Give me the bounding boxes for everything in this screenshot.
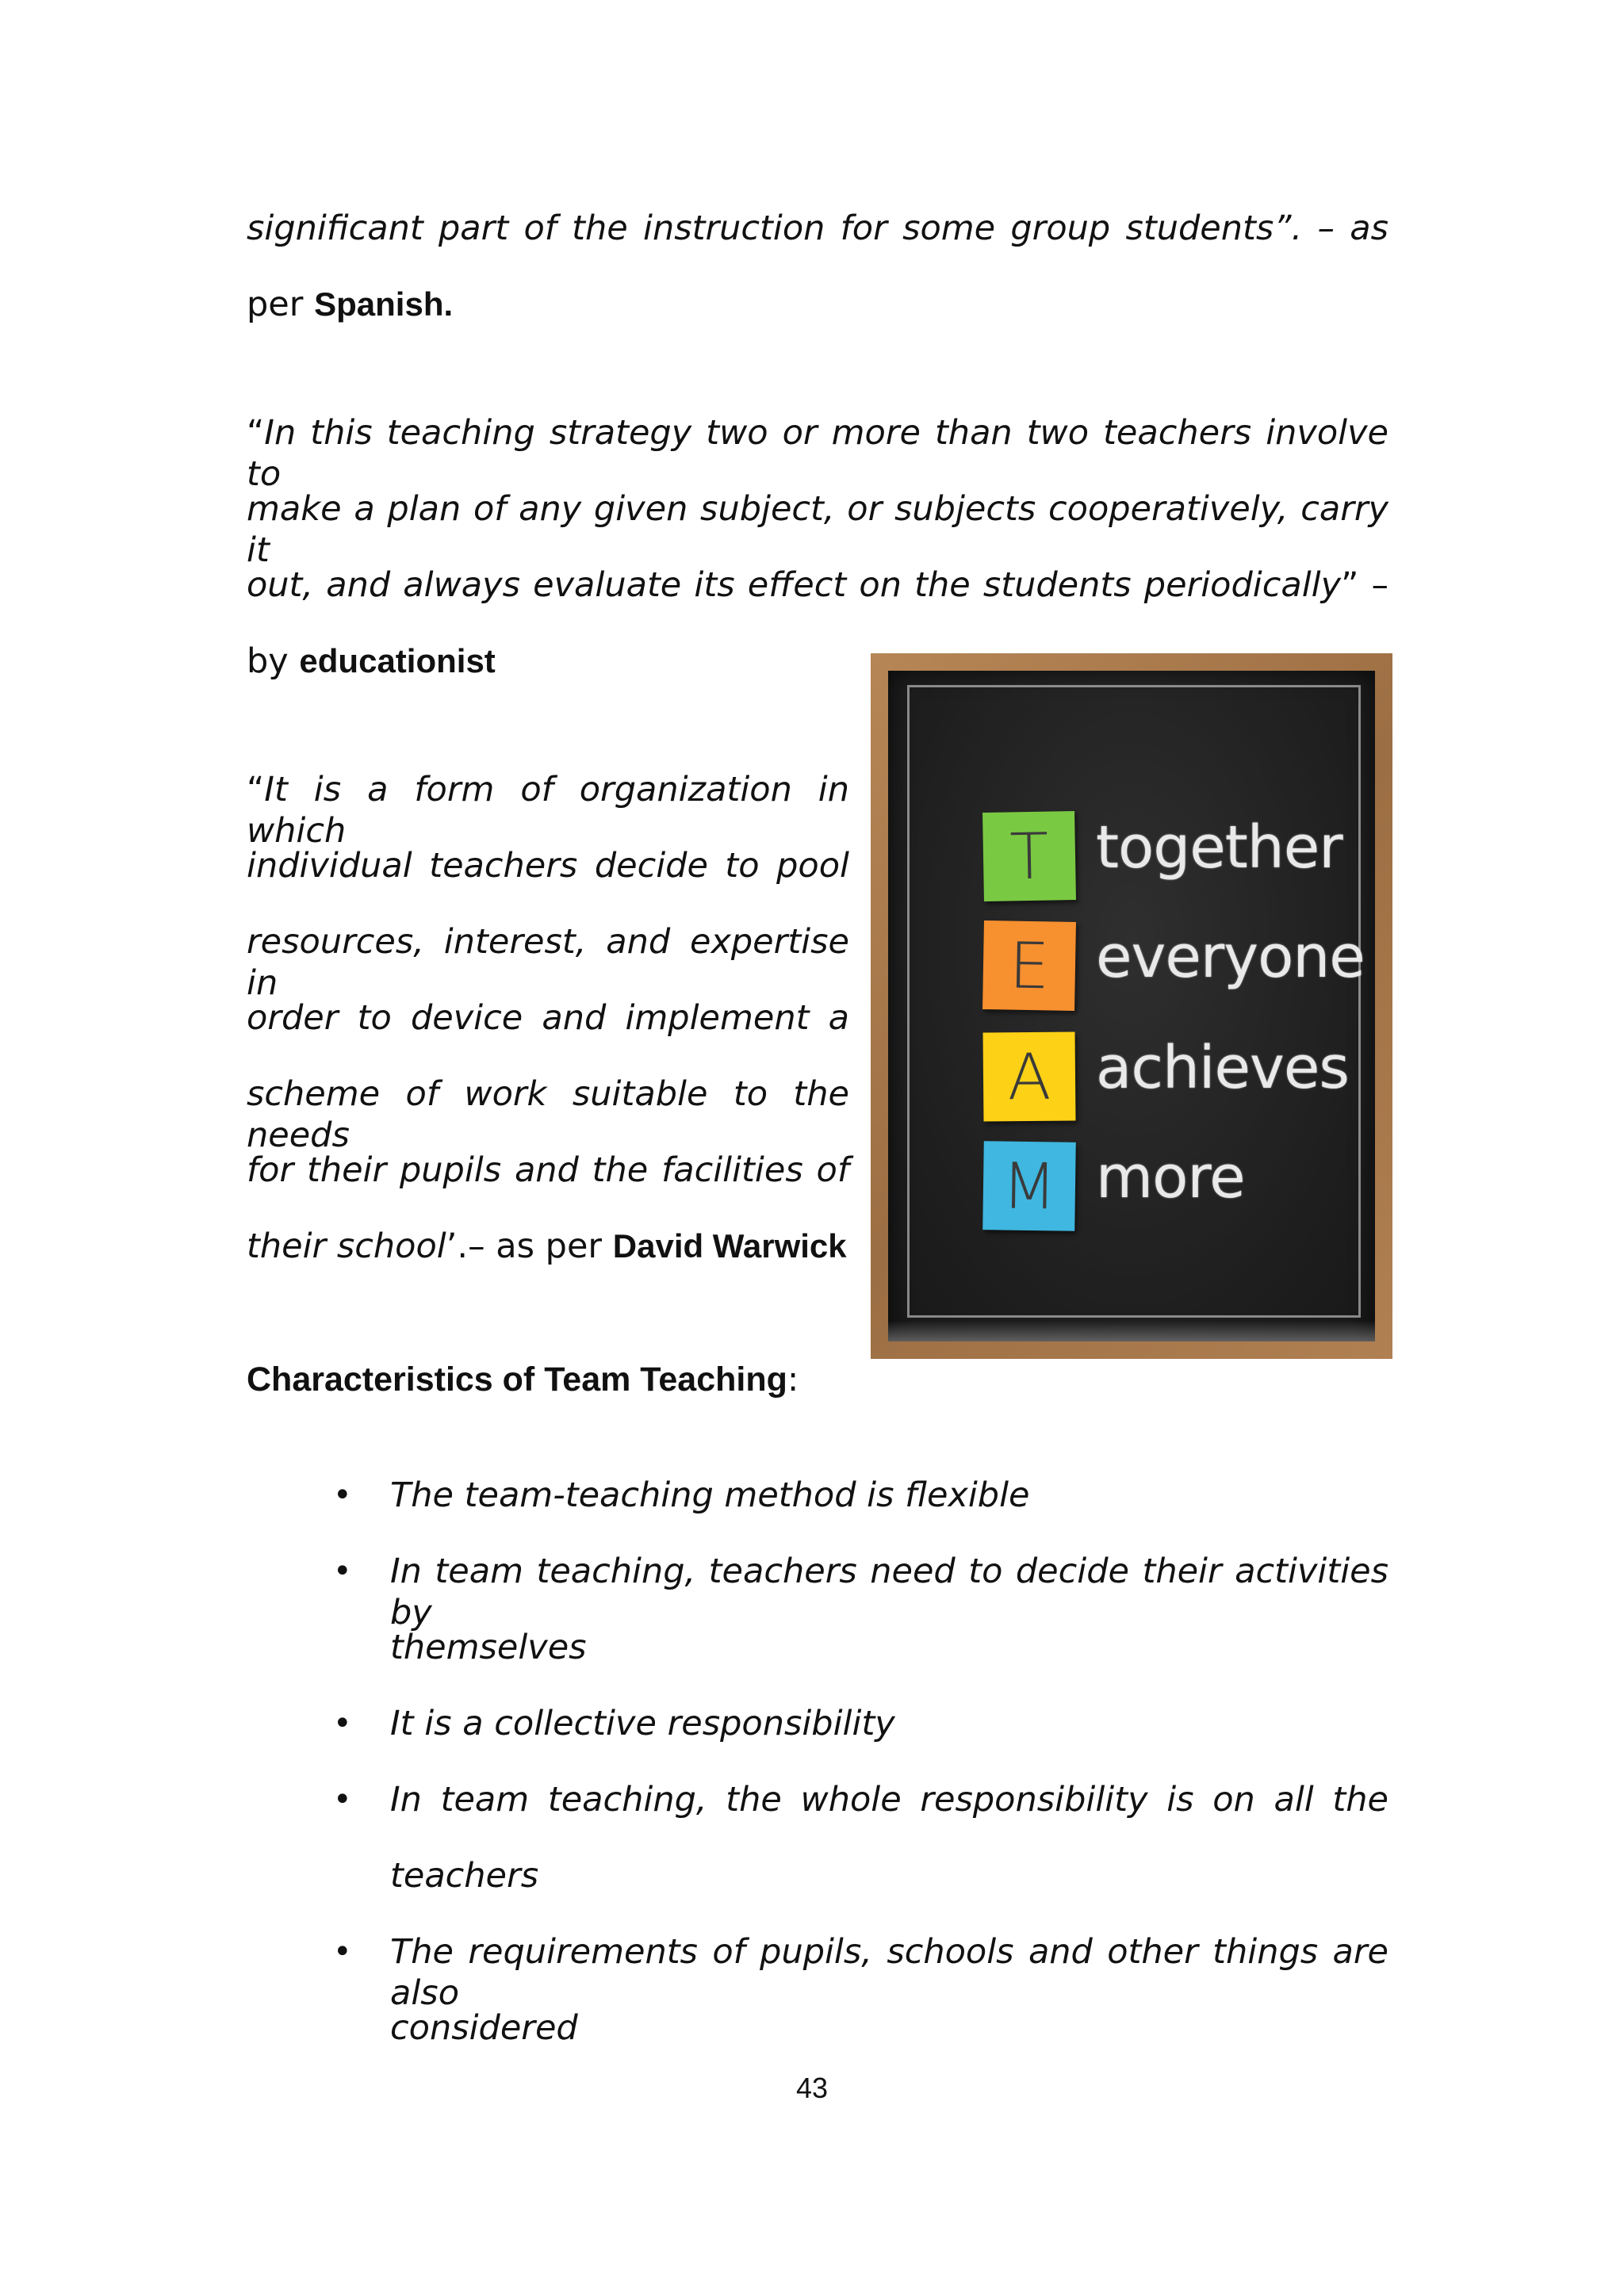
team-chalkboard-image (871, 653, 1392, 1359)
paragraph3-line5: scheme of work suitable to the needs (247, 1074, 849, 1155)
sticky-note-e: E (982, 920, 1076, 1011)
section-heading-colon: : (787, 1360, 799, 1399)
bullet-item-3: It is a collective responsibility (390, 1704, 895, 1743)
chalk-border (907, 685, 1361, 1318)
chalk-dust (888, 1321, 1375, 1341)
paragraph1-line1 (247, 208, 1388, 249)
bullet-marker-5: • (333, 1934, 352, 1970)
paragraph1-line2 (247, 284, 453, 325)
paragraph3-line7-text: their school (247, 1226, 446, 1266)
bullet-item-2-line2: themselves (390, 1628, 587, 1667)
page-number: 43 (795, 2072, 829, 2104)
sticky-note-m: M (982, 1141, 1076, 1231)
chalkboard (888, 671, 1375, 1341)
paragraph3-line6: for their pupils and the facilities of (247, 1150, 849, 1190)
author-spanish: Spanish. (314, 285, 454, 323)
bullet-item-5-line2: considered (390, 2008, 578, 2048)
paragraph2-line4 (247, 641, 496, 682)
paragraph3-line2: individual teachers decide to pool (247, 846, 849, 886)
paragraph1-line1-text: significant part of the instruction for some group students”. – as (247, 209, 1388, 248)
bullet-item-4-line1: In team teaching, the whole responsibility is on all the (390, 1780, 1388, 1820)
paragraph3-line3: resources, interest, and expertise in (247, 922, 849, 1003)
paragraph2-line4-prefix: by (247, 641, 300, 681)
paragraph2-line3-tail: ” – (1341, 565, 1389, 605)
paragraph2-line2: make a plan of any given subject, or subjects cooperatively, carry it (247, 489, 1388, 570)
sticky-note-a: A (983, 1031, 1076, 1121)
bullet-marker-4: • (333, 1781, 352, 1818)
paragraph3-line1 (247, 769, 849, 851)
paragraph3-line7-tail: ’.– as per (446, 1226, 613, 1266)
paragraph2-line1-text: In this teaching strategy two or more than two teachers involve to (247, 413, 1388, 494)
bullet-item-2-line1: In team teaching, teachers need to decide their activities by (390, 1552, 1388, 1632)
bullet-marker-2: • (333, 1553, 352, 1590)
chalk-word-together: together (1096, 813, 1342, 882)
sticky-note-t: T (982, 811, 1076, 901)
chalk-word-everyone: everyone (1096, 923, 1365, 991)
chalk-word-more: more (1096, 1143, 1245, 1211)
bullet-item-1: The team-teaching method is flexible (390, 1475, 1030, 1515)
paragraph2-line3 (247, 564, 1388, 606)
author-david-warwick: David Warwick (612, 1227, 847, 1265)
bullet-item-4-line2: teachers (390, 1856, 539, 1896)
paragraph2-line3-text: out, and always evaluate its effect on the students periodically (247, 565, 1342, 605)
bullet-marker-1: • (333, 1477, 352, 1513)
open-quote: “ (247, 770, 265, 809)
chalk-word-achieves: achieves (1096, 1034, 1349, 1102)
section-heading (247, 1359, 799, 1400)
paragraph2-line1 (247, 412, 1388, 495)
paragraph3-line1-text: It is a form of organization in which (247, 770, 849, 851)
author-educationist: educationist (299, 642, 496, 679)
bullet-marker-3: • (333, 1705, 352, 1742)
paragraph1-line2-prefix: per (247, 285, 315, 324)
paragraph3-line4: order to device and implement a (247, 998, 849, 1038)
paragraph3-line7 (247, 1226, 847, 1267)
bullet-item-5-line1: The requirements of pupils, schools and other things are also (390, 1932, 1388, 2013)
open-quote: “ (247, 413, 265, 453)
section-heading-text: Characteristics of Team Teaching (247, 1360, 787, 1399)
